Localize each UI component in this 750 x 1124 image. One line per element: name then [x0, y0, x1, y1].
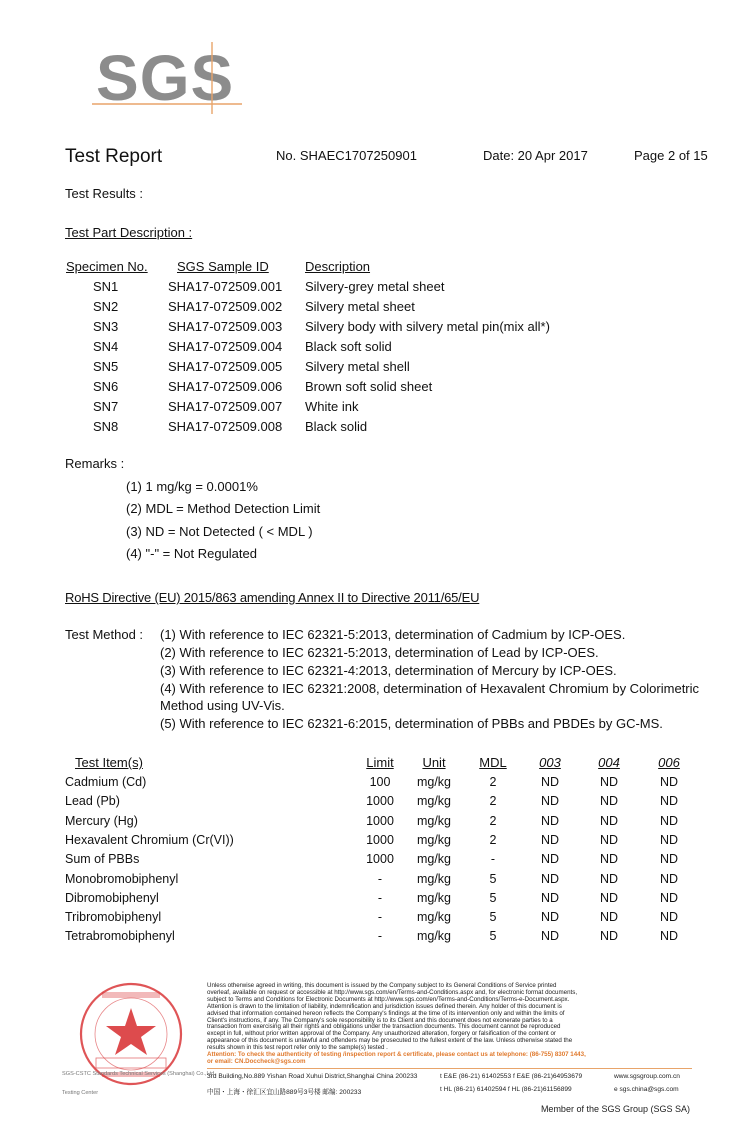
result-003: ND: [540, 832, 560, 847]
col-sample-006: 006: [658, 755, 680, 770]
result-006: ND: [659, 852, 679, 867]
col-description: Description: [305, 259, 371, 274]
unit-value: mg/kg: [416, 910, 452, 925]
result-row: [0, 814, 750, 833]
specimen-row: [0, 339, 750, 359]
result-004: ND: [599, 813, 619, 828]
limit-value: -: [377, 910, 383, 925]
specimen-table-header: [0, 259, 750, 279]
result-004: ND: [599, 794, 619, 809]
result-003: ND: [540, 852, 560, 867]
specimen-row: [0, 379, 750, 399]
limit-value: 1000: [366, 813, 394, 828]
result-003: ND: [540, 794, 560, 809]
specimen-description: Brown soft solid sheet: [305, 379, 433, 394]
mdl-value: -: [490, 852, 496, 867]
method-line: (1) With reference to IEC 62321-5:2013, determination of Cadmium by ICP-OES.: [160, 627, 626, 642]
result-row: [0, 775, 750, 794]
unit-value: mg/kg: [416, 852, 452, 867]
result-004: ND: [599, 929, 619, 944]
remark-item: (4) "-" = Not Regulated: [126, 546, 257, 561]
test-item: Lead (Pb): [65, 794, 120, 809]
test-method-label: Test Method :: [65, 627, 144, 642]
unit-value: mg/kg: [416, 890, 452, 905]
svg-text:SGS: SGS: [96, 42, 235, 114]
result-003: ND: [540, 775, 560, 789]
result-003: ND: [540, 929, 560, 944]
specimen-no: SN6: [93, 379, 119, 394]
sample-id: SHA17-072509.008: [168, 419, 283, 434]
mdl-value: 5: [489, 929, 497, 944]
fine-print-line: Attention is drawn to the limitation of liability, indemnification and jurisdiction issues defined therein. Any holder of this document is: [207, 1002, 562, 1010]
result-006: ND: [659, 775, 679, 789]
report-date: Date: 20 Apr 2017: [483, 148, 588, 163]
page-number: Page 2 of 15: [634, 148, 708, 163]
remark-item: (3) ND = Not Detected ( < MDL ): [126, 524, 313, 539]
specimen-no: SN3: [93, 319, 119, 334]
specimen-description: Silvery-grey metal sheet: [305, 279, 445, 294]
result-004: ND: [599, 890, 619, 905]
limit-value: 100: [369, 775, 391, 789]
address-cn: 中国・上海・徐汇区宜山路889号3号楼 邮编: 200233: [207, 1089, 362, 1096]
remark-item: (2) MDL = Method Detection Limit: [126, 501, 321, 516]
unit-value: mg/kg: [416, 775, 452, 789]
result-row: [0, 929, 750, 948]
fine-print-line: Unless otherwise agreed in writing, this document is issued by the Company subject to its General Conditions of Service printed: [207, 982, 557, 989]
mdl-value: 2: [489, 832, 497, 847]
email-link[interactable]: e sgs.china@sgs.com: [614, 1086, 679, 1093]
result-row: [0, 794, 750, 813]
col-unit: Unit: [422, 755, 446, 770]
specimen-no: SN1: [93, 279, 119, 294]
sample-id: SHA17-072509.004: [168, 339, 283, 354]
sgs-member-text: Member of the SGS Group (SGS SA): [540, 1104, 690, 1114]
mdl-value: 5: [489, 890, 497, 905]
report-title: Test Report: [65, 146, 163, 167]
unit-value: mg/kg: [416, 929, 452, 944]
mdl-value: 2: [489, 794, 497, 809]
test-item: Cadmium (Cd): [65, 775, 147, 789]
unit-value: mg/kg: [416, 871, 452, 886]
result-row: [0, 872, 750, 891]
unit-value: mg/kg: [416, 794, 452, 809]
limit-value: -: [377, 890, 383, 905]
col-limit: Limit: [366, 755, 394, 770]
sample-id: SHA17-072509.003: [168, 319, 283, 334]
result-row: [0, 910, 750, 929]
sample-id: SHA17-072509.007: [168, 399, 283, 414]
sample-id: SHA17-072509.002: [168, 299, 283, 314]
method-line: (3) With reference to IEC 62321-4:2013, determination of Mercury by ICP-OES.: [160, 663, 617, 678]
fine-print-line: overleaf, available on request or accessible at http://www.sgs.com/en/Terms-and-Conditions.aspx and, for electronic format documents,: [207, 988, 578, 996]
test-item: Dibromobiphenyl: [65, 890, 159, 905]
result-004: ND: [599, 910, 619, 925]
fine-print-line: Client's instructions, if any. The Company's sole responsibility is to its Client and this document does not exonerate parties to a: [207, 1016, 553, 1024]
limit-value: 1000: [366, 794, 394, 809]
specimen-no: SN8: [93, 419, 119, 434]
test-results-label: Test Results :: [65, 186, 144, 201]
result-006: ND: [659, 910, 679, 925]
remarks-label: Remarks :: [65, 456, 125, 471]
seal-company-text: SGS-CSTC Standards Technical Services (Shanghai) Co.,Ltd.: [62, 1071, 216, 1077]
test-item: Sum of PBBs: [65, 852, 140, 867]
result-row: [0, 852, 750, 871]
footer-divider: [207, 1068, 692, 1069]
fine-print-line: subject to Terms and Conditions for Electronic Documents at http://www.sgs.com/en/Terms-and-Conditions/Terms-e-Document.aspx.: [207, 995, 570, 1003]
specimen-no: SN4: [93, 339, 119, 354]
col-sgs-sample-id: SGS Sample ID: [177, 259, 269, 274]
seal-testing-center-text: Testing Center: [62, 1090, 99, 1096]
fine-print-line: results shown in this test report refer only to the sample(s) tested .: [207, 1044, 388, 1052]
test-item: Hexavalent Chromium (Cr(VI)): [65, 832, 234, 847]
result-row: [0, 833, 750, 852]
specimen-row: [0, 359, 750, 379]
method-line: (4) With reference to IEC 62321:2008, determination of Hexavalent Chromium by Colorimetric: [160, 681, 700, 696]
result-003: ND: [540, 910, 560, 925]
limit-value: 1000: [366, 852, 394, 867]
mdl-value: 2: [489, 813, 497, 828]
result-004: ND: [599, 775, 619, 789]
result-004: ND: [599, 832, 619, 847]
test-item: Monobromobiphenyl: [65, 871, 179, 886]
method-line: (5) With reference to IEC 62321-6:2015, determination of PBBs and PBDEs by GC-MS.: [160, 716, 663, 731]
specimen-no: SN5: [93, 359, 119, 374]
mdl-value: 2: [489, 775, 497, 789]
address-en: 3rd Building,No.889 Yishan Road Xuhui District,Shanghai China 200233: [207, 1073, 418, 1080]
col-sample-004: 004: [598, 755, 620, 770]
specimen-row: [0, 419, 750, 439]
limit-value: -: [377, 929, 383, 944]
result-006: ND: [659, 794, 679, 809]
mdl-value: 5: [489, 871, 497, 886]
limit-value: 1000: [366, 832, 394, 847]
limit-value: -: [377, 871, 383, 886]
sgs-logo: [92, 42, 242, 114]
specimen-row: [0, 399, 750, 419]
sample-id: SHA17-072509.006: [168, 379, 283, 394]
specimen-no: SN2: [93, 299, 119, 314]
specimen-description: Silvery body with silvery metal pin(mix all*): [305, 319, 550, 334]
fine-print-line: transaction from exercising all their rights and obligations under the transaction documents. This document cannot be reproduced: [207, 1023, 561, 1031]
phone-hl: t HL (86-21) 61402594 f HL (86-21)61156899: [440, 1086, 572, 1093]
fine-print-line: except in full, without prior written approval of the Company. Any unauthorized alteration, forgery or falsification of the content or: [207, 1030, 556, 1038]
result-004: ND: [599, 871, 619, 886]
specimen-description: White ink: [305, 399, 359, 414]
test-item: Tribromobiphenyl: [65, 910, 162, 925]
result-006: ND: [659, 813, 679, 828]
fine-print-line: advised that information contained hereon reflects the Company's findings at the time of its intervention only and within the limits of: [207, 1009, 565, 1017]
result-006: ND: [659, 929, 679, 944]
specimen-description: Black soft solid: [305, 339, 392, 354]
result-row: [0, 891, 750, 910]
unit-value: mg/kg: [416, 832, 452, 847]
col-mdl: MDL: [479, 755, 507, 770]
result-003: ND: [540, 871, 560, 886]
website-link[interactable]: www.sgsgroup.com.cn: [614, 1073, 680, 1080]
test-item: Mercury (Hg): [65, 813, 138, 828]
phone-ee: t E&E (86-21) 61402553 f E&E (86-21)64953679: [440, 1073, 583, 1080]
method-line: (2) With reference to IEC 62321-5:2013, determination of Lead by ICP-OES.: [160, 645, 599, 660]
result-003: ND: [540, 813, 560, 828]
fine-print-line: Attention: To check the authenticity of testing /inspection report & certificate, please contact us at telephone: (86-755) 8307 1443,: [207, 1051, 586, 1058]
method-line: Method using UV-Vis.: [160, 698, 285, 713]
result-006: ND: [659, 871, 679, 886]
specimen-row: [0, 299, 750, 319]
specimen-row: [0, 319, 750, 339]
specimen-no: SN7: [93, 399, 119, 414]
specimen-description: Black solid: [305, 419, 368, 434]
result-004: ND: [599, 852, 619, 867]
result-003: ND: [540, 890, 560, 905]
remark-item: (1) 1 mg/kg = 0.0001%: [126, 479, 258, 494]
col-test-items: Test Item(s): [75, 755, 143, 770]
specimen-description: Silvery metal sheet: [305, 299, 415, 314]
unit-value: mg/kg: [416, 813, 452, 828]
rohs-title: RoHS Directive (EU) 2015/863 amending Annex II to Directive 2011/65/EU: [65, 590, 480, 605]
result-006: ND: [659, 832, 679, 847]
fine-print-line: or email: CN.Doccheck@sgs.com: [207, 1057, 306, 1065]
specimen-description: Silvery metal shell: [305, 359, 410, 374]
mdl-value: 5: [489, 910, 497, 925]
specimen-row: [0, 279, 750, 299]
col-specimen-no: Specimen No.: [66, 259, 148, 274]
part-description-label: Test Part Description :: [65, 225, 193, 240]
col-sample-003: 003: [539, 755, 561, 770]
test-item: Tetrabromobiphenyl: [65, 929, 175, 944]
report-number: No. SHAEC1707250901: [276, 148, 417, 163]
sample-id: SHA17-072509.001: [168, 279, 283, 294]
results-table-header: [0, 755, 750, 774]
fine-print-line: appearance of this document is unlawful and offenders may be prosecuted to the fullest extent of the law. Unless otherwise stated the: [207, 1037, 573, 1045]
sample-id: SHA17-072509.005: [168, 359, 283, 374]
result-006: ND: [659, 890, 679, 905]
